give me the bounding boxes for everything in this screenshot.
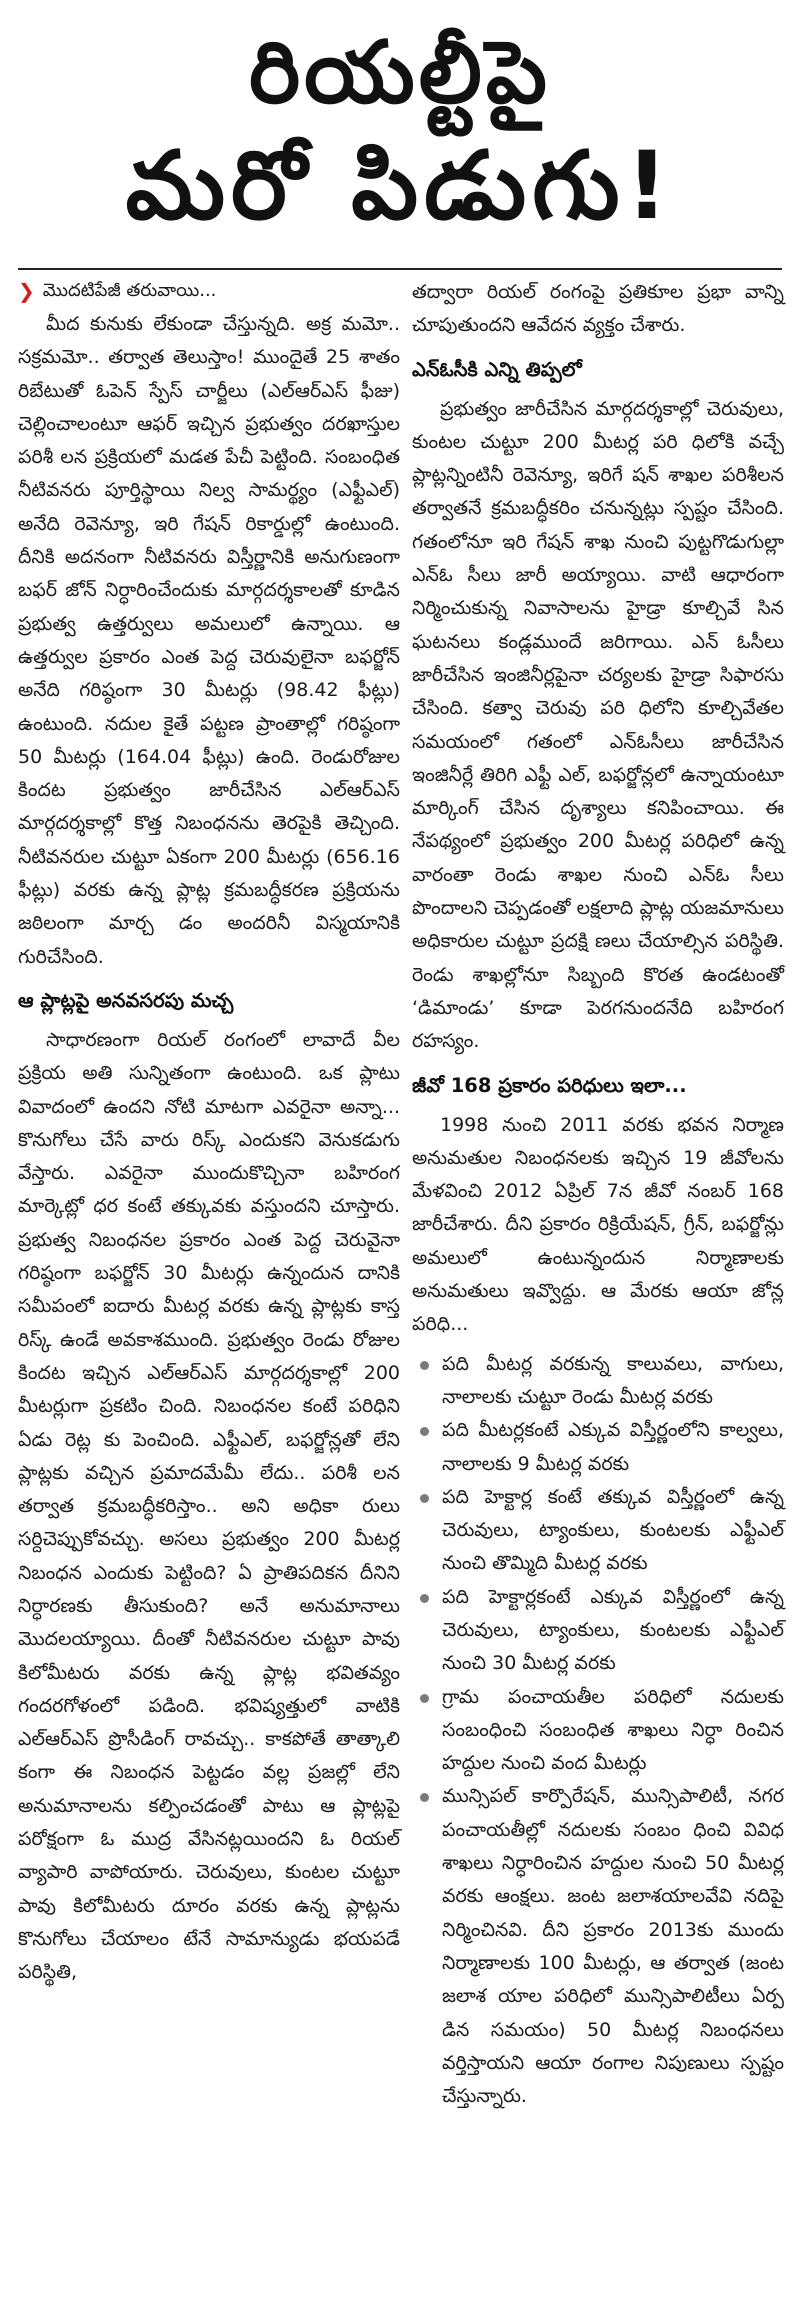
list-item: గ్రామ పంచాయతీల పరిధిలో నదులకు సంబంధించి సంబంధిత శాఖలు నిర్ధా రించిన హద్దుల నుంచి వంద మీటర్లు — [412, 1681, 784, 1781]
continued-label: మొదటిపేజీ తరువాయి... — [42, 280, 217, 301]
list-item: పది హెక్టార్ల కంటే తక్కువ విస్తీర్ణంలో ఉన్న చెరువులు, ట్యాంకులు, కుంటలకు ఎఫ్టీఎల్ నుంచి తొమ్మిది మీటర్ల వరకు — [412, 1481, 784, 1581]
headline-line-1: రియల్టీపై — [249, 23, 551, 123]
article-paragraph: 1998 నుంచి 2011 వరకు భవన నిర్మాణ అనుమతుల నిబంధనలకు ఇచ్చిన 19 జీవోలను మేళవించి 2012 ఏప్రిల్ 7న జీవో నంబర్ 168 జారీచేశారు. దీని ప్రకారం రిక్రియేషన్, గ్రీన్, బఫర్జోన్లు అమలులో ఉంటున్నందున నిర్మాణాలకు అనుమతులు ఇవ్వొద్దు. ఆ మేరకు ఆయా జోన్ల పరిధి... — [412, 1113, 784, 1336]
right-column — [412, 276, 784, 2113]
headline-divider — [18, 268, 782, 270]
subheading: ఆ ప్లాట్లపై అనవసరపు మచ్చ — [18, 988, 234, 1012]
list-item: మున్సిపల్ కార్పొరేషన్, మున్సిపాలిటీ, నగర పంచాయతీల్లో నదులకు సంబం ధించి వివిధ శాఖలు నిర్ధారించిన హద్దుల నుంచి 50 మీటర్ల వరకు ఆంక్షలు. జంట జలాశయాలవేవి నదిపై నిర్మించినవి. దీని ప్రకారం 2013కు ముందు నిర్మాణాలకు 100 మీటర్లు, ఆ తర్వాత (జంట జలాశ యాల పరిధిలో మున్సిపాలిటీలు ఏర్ప డిన సమయం) 50 మీటర్ల నిబంధనలు వర్తిస్తాయని ఆయా రంగాల నిపుణులు స్పష్టం చేస్తున్నారు. — [412, 1780, 784, 2113]
headline-line-2: మరో పిడుగు! — [125, 132, 675, 241]
left-column — [18, 276, 400, 1996]
article-paragraph: ప్రభుత్వం జారీచేసిన మార్గదర్శకాల్లో చెరువులు, కుంటల చుట్టూ 200 మీటర్ల పరి ధిలోకి వచ్చే ప్లాట్లన్నింటినీ రెవెన్యూ, ఇరిగే షన్ శాఖల పరిశీలన తర్వాతనే క్రమబద్ధీకరిం చనున్నట్లు స్పష్టం చేసింది. గతంలోనూ ఇరి గేషన్ శాఖ నుంచి పుట్టగొడుగుల్లా ఎన్ఓ సీలు జారీ అయ్యాయి. వాటి ఆధారంగా నిర్మించుకున్న నివాసాలను హైడ్రా కూల్చివే సిన ఘటనలు కండ్లముందే జరిగాయి. ఎన్ ఓసీలు జారీచేసిన ఇంజినీర్లపైనా చర్యలకు హైడ్రా సిఫారసు చేసింది. కత్వా చెరువు పరి ధిలోని కూల్చివేతల సమయంలో గతంలో ఎన్ఓసీలు జారీచేసిన ఇంజినీర్లే తిరిగి ఎఫ్టీ ఎల్, బఫర్జోన్లలో ఉన్నాయంటూ మార్కింగ్ చేసిన దృశ్యాలు కనిపించాయి. ఈ నేపథ్యంలో ప్రభుత్వం 200 మీటర్ల పరిధిలో ఉన్న వారంతా రెండు శాఖల నుంచి ఎన్ఓ సీలు పొందాలని చెప్పడంతో లక్షలాది ప్లాట్ల యజమానులు అధికారుల చుట్టూ ప్రదక్షి ణలు చేయాల్సిన పరిస్థితి. రెండు శాఖల్లోనూ సిబ్బంది కొరత ఉండటంతో ‘డిమాండు’ కూడా పెరగనుందనేది బహిరంగ రహస్యం. — [412, 397, 784, 1053]
chevron-right-icon: ❯ — [18, 279, 35, 303]
list-item: పది హెక్టార్లకంటే ఎక్కువ విస్తీర్ణంలో ఉన్న చెరువులు, ట్యాంకులు, కుంటలకు ఎఫ్టీఎల్ నుంచి 30 మీటర్ల వరకు — [412, 1581, 784, 1681]
subheading: ఎన్ఓసీకి ఎన్ని తిప్పలో — [412, 357, 582, 381]
article-paragraph: తద్వారా రియల్ రంగంపై ప్రతికూల ప్రభా వాన్ని చూపుతుందని ఆవేదన వ్యక్తం చేశారు. — [412, 281, 784, 337]
list-item: పది మీటర్ల వరకున్న కాలువలు, వాగులు, నాలాలకు చుట్టూ రెండు మీటర్ల వరకు — [412, 1348, 784, 1415]
headline — [0, 0, 800, 246]
subheading: జీవో 168 ప్రకారం పరిధులు ఇలా... — [412, 1073, 687, 1097]
zone-limits-list — [412, 1348, 784, 2114]
list-item: పది మీటర్లకంటే ఎక్కువ విస్తీర్ణంలోని కాల్వలు, నాలాలకు 9 మీటర్ల వరకు — [412, 1414, 784, 1481]
continued-from-front-page — [18, 276, 400, 306]
article-paragraph: మీద కునుకు లేకుండా చేస్తున్నది. అక్ర మమో.. సక్రమమో.. తర్వాత తెలుస్తాం! ముందైతే 25 శాతం రిబేటుతో ఓపెన్ స్పేస్ చార్జీలు (ఎల్ఆర్ఎస్ ఫీజు) చెల్లించాలంటూ ఆఫర్ ఇచ్చిన ప్రభుత్వం దరఖాస్తుల పరిశీ లన ప్రక్రియలో మడత పేచీ పెట్టింది. సంబంధిత నీటివనరు పూర్తిస్థాయి నిల్వ సామర్థ్యం (ఎఫ్టీఎల్) అనేది రెవెన్యూ, ఇరి గేషన్ రికార్డుల్లో ఉంటుంది. దీనికి అదనంగా నీటివనరు విస్తీర్ణానికి అనుగుణంగా బఫర్ జోన్ నిర్ధారించేందుకు మార్గదర్శకాలతో కూడిన ప్రభుత్వ ఉత్తర్వులు అమలులో ఉన్నాయి. ఆ ఉత్తర్వుల ప్రకారం ఎంత పెద్ద చెరువులైనా బఫర్జోన్ అనేది గరిష్ఠంగా 30 మీటర్లు (98.42 ఫీట్లు) ఉంటుంది. నదుల కైతే పట్టణ ప్రాంతాల్లో గరిష్ఠంగా 50 మీటర్లు (164.04 ఫీట్లు) ఉంది. రెండురోజుల కిందట ప్రభుత్వం జారీచేసిన ఎల్ఆర్ఎస్ మార్గదర్శకాల్లో కొత్త నిబంధనను తెరపైకి తెచ్చింది. నీటివనరుల చుట్టూ ఏకంగా 200 మీటర్లు (656.16 ఫీట్లు) వరకు ఉన్న ప్లాట్ల క్రమబద్ధీకరణ ప్రక్రియను జఠిలంగా మార్చ డం అందరినీ విస్మయానికి గురిచేసింది. — [18, 313, 400, 968]
article-paragraph: సాధారణంగా రియల్ రంగంలో లావాదే వీల ప్రక్రియ అతి సున్నితంగా ఉంటుంది. ఒక ప్లాటు వివాదంలో ఉందని నోటి మాటగా ఎవరైనా అన్నా... కొనుగోలు చేసే వారు రిస్క్ ఎందుకని వెనుకడుగు వేస్తారు. ఎవరైనా ముందుకొచ్చినా బహిరంగ మార్కెట్లో ధర కంటే తక్కువకు వస్తుందని చూస్తారు. ప్రభుత్వ నిబంధనల ప్రకారం ఎంత పెద్ద చెరువైనా గరిష్ఠంగా బఫర్జోన్ 30 మీటర్లు ఉన్నందున దానికి సమీపంలో ఐదారు మీటర్ల వరకు ఉన్న ప్లాట్లకు కాస్త రిస్క్ ఉండే అవకాశముంది. ప్రభుత్వం రెండు రోజుల కిందట ఇచ్చిన ఎల్ఆర్ఎస్ మార్గదర్శకాల్లో 200 మీటర్లుగా ప్రకటిం చింది. నిబంధనల కంటే పరిధిని ఏడు రెట్ల కు పెంచింది. ఎఫ్టీఎల్, బఫర్జోన్లతో లేని ప్లాట్లకు వచ్చిన ప్రమాదమేమీ లేదు.. పరిశీ లన తర్వాత క్రమబద్ధీకరిస్తాం.. అని అధికా రులు సర్దిచెప్పుకోవచ్చు. అసలు ప్రభుత్వం 200 మీటర్ల నిబంధన ఎందుకు పెట్టింది? ఏ ప్రాతిపదికన దీనిని నిర్ధారణకు తీసుకుంది? అనే అనుమానాలు మొదలయ్యాయి. దీంతో నీటివనరుల చుట్టూ పావు కిలోమీటరు వరకు ఉన్న ప్లాట్ల భవితవ్యం గందరగోళంలో పడింది. భవిష్యత్తులో వాటికి ఎల్ఆర్ఎస్ ప్రొసీడింగ్ రావచ్చు.. కాకపోతే తాత్కాలి కంగా ఈ నిబంధన పెట్టడం వల్ల ప్రజల్లో లేని అనుమానాలను కల్పించడంతో పాటు ఆ ప్లాట్లపై పరోక్షంగా ఓ ముద్ర వేసినట్లయిందని ఓ రియల్ వ్యాపారి వాపోయారు. చెరువులు, కుంటల చుట్టూ పావు కిలోమీటరు దూరం వరకు ఉన్న ప్లాట్లను కొనుగోలు చేయాలం టేనే సామాన్యుడు భయపడే పరిస్థితి, — [18, 1028, 400, 1984]
